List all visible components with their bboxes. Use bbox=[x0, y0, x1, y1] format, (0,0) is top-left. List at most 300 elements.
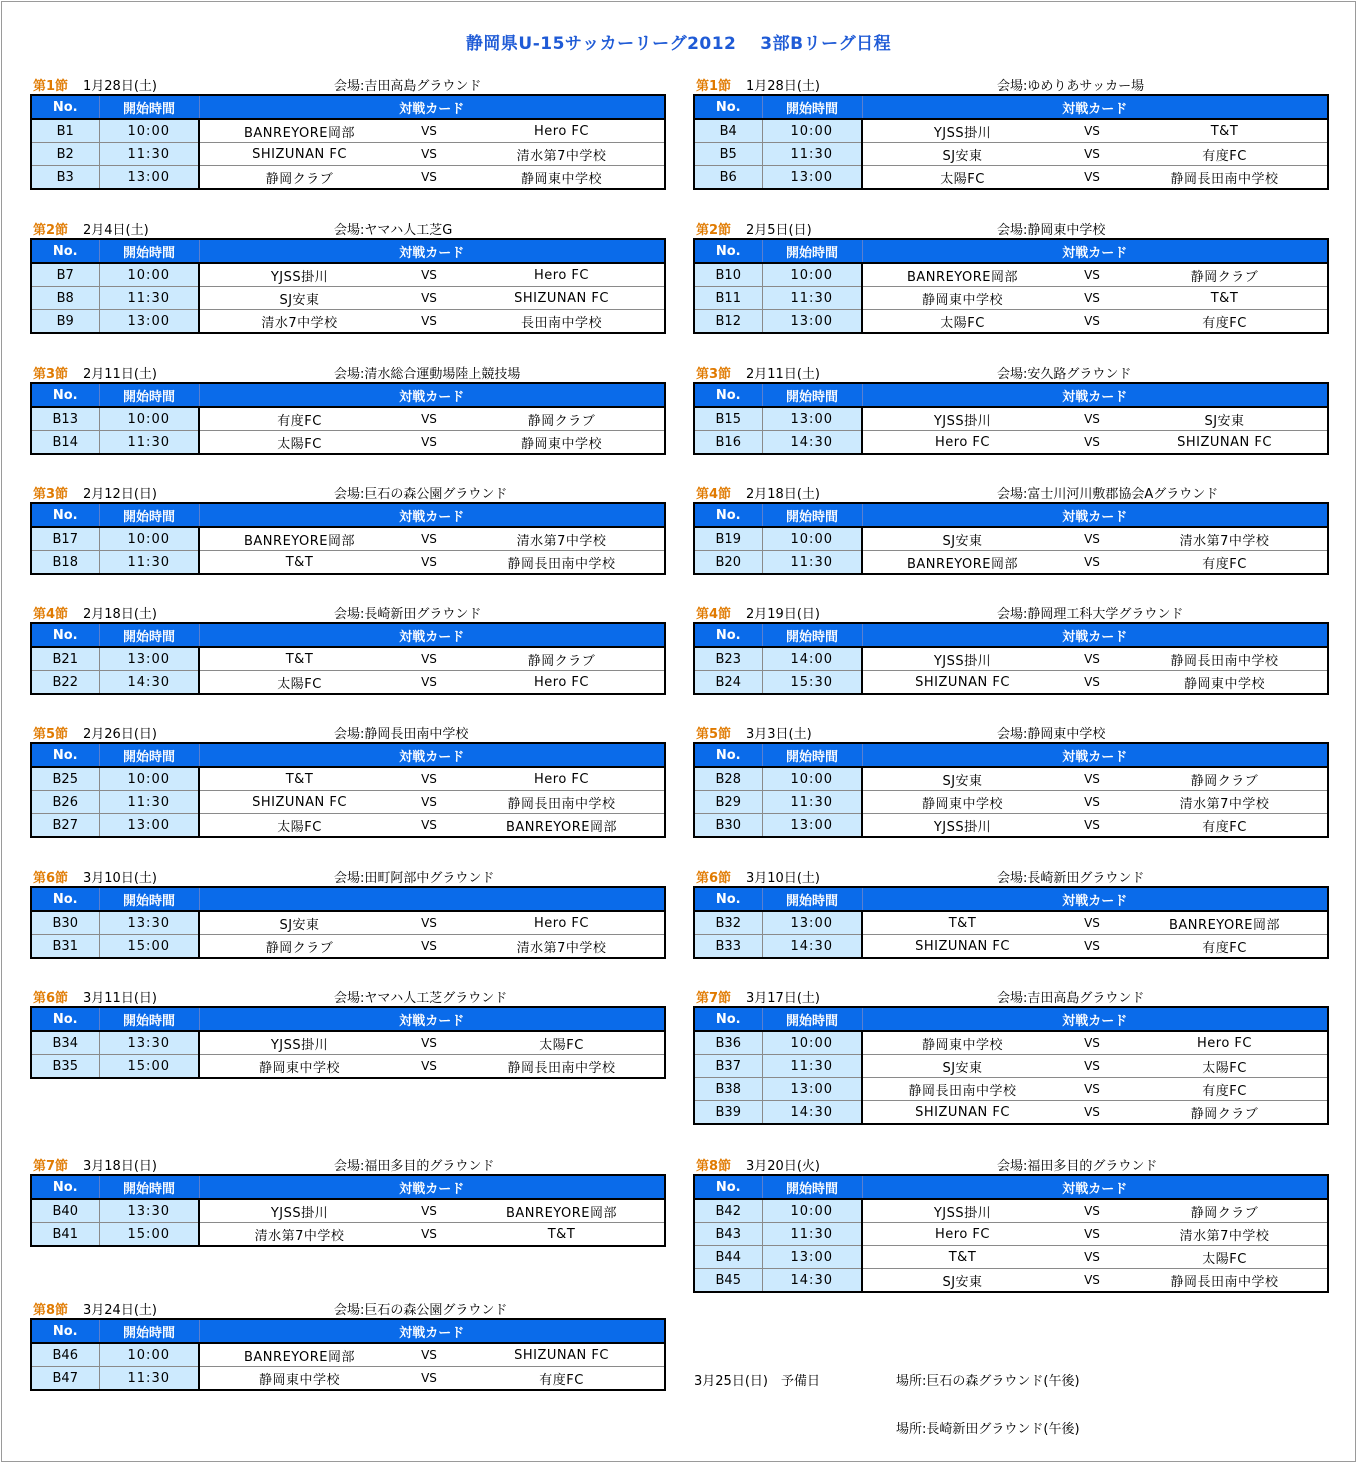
match-row bbox=[31, 287, 665, 310]
home-team: BANREYORE岡部 bbox=[907, 556, 1018, 572]
reserve-place-1: 場所:巨石の森グラウンド(午後) bbox=[896, 1374, 1080, 1389]
match-time: 13:00 bbox=[762, 1078, 862, 1101]
home-team: 静岡クラブ bbox=[265, 940, 334, 956]
venue-label: 会場:巨石の森公園グラウンド bbox=[334, 1303, 508, 1318]
match-time: 13:00 bbox=[762, 407, 862, 431]
round-header bbox=[30, 1298, 664, 1318]
home-team: YJSS掛川 bbox=[862, 407, 1062, 431]
match-time: 13:30 bbox=[99, 1199, 199, 1223]
table-header-row bbox=[694, 95, 1328, 119]
home-team: YJSS掛川 bbox=[862, 1199, 1062, 1223]
match-row bbox=[694, 791, 1328, 814]
table-header-row bbox=[31, 383, 665, 407]
away-team: 静岡クラブ bbox=[1122, 1199, 1328, 1223]
vs-label: VS bbox=[399, 287, 459, 310]
match-time: 10:00 bbox=[99, 263, 199, 287]
home-team: 太陽FC bbox=[277, 436, 322, 452]
round-header bbox=[30, 218, 664, 238]
match-row bbox=[694, 287, 1328, 310]
vs-label: VS bbox=[399, 1199, 459, 1223]
away-team: 静岡クラブ bbox=[1122, 767, 1328, 791]
header-no: No. bbox=[31, 503, 99, 527]
round-date: 3月10日(土) bbox=[83, 871, 157, 886]
venue-label: 会場:吉田高島グラウンド bbox=[997, 991, 1145, 1006]
vs-label: VS bbox=[421, 939, 437, 953]
match-table bbox=[30, 886, 666, 959]
away-team: 有度FC bbox=[1122, 1078, 1328, 1101]
header-no: No. bbox=[694, 383, 762, 407]
header-match-card: 対戦カード bbox=[862, 1175, 1328, 1199]
header-match-card: 対戦カード bbox=[862, 743, 1328, 767]
match-row bbox=[694, 1199, 1328, 1223]
match-table bbox=[693, 94, 1329, 190]
round-number: 第3節 bbox=[696, 367, 732, 382]
match-table bbox=[693, 1174, 1329, 1293]
match-time: 14:30 bbox=[762, 1269, 862, 1293]
away-team: 有度FC bbox=[1202, 556, 1247, 572]
header-match-card: 対戦カード bbox=[862, 95, 1328, 119]
match-no: B26 bbox=[31, 791, 99, 814]
match-table bbox=[693, 382, 1329, 455]
header-start-time: 開始時間 bbox=[99, 1319, 199, 1343]
match-table bbox=[30, 382, 666, 455]
match-time: 10:00 bbox=[762, 263, 862, 287]
match-time: 11:30 bbox=[762, 143, 862, 166]
table-header-row bbox=[694, 239, 1328, 263]
match-no: B37 bbox=[694, 1055, 762, 1078]
round-block bbox=[693, 74, 1327, 190]
away-team: Hero FC bbox=[534, 674, 589, 690]
match-no: B8 bbox=[31, 287, 99, 310]
home-team: 静岡クラブ bbox=[265, 171, 334, 187]
vs-label: VS bbox=[1084, 1273, 1100, 1287]
round-number: 第2節 bbox=[696, 223, 732, 238]
home-team: BANREYORE岡部 bbox=[862, 263, 1062, 287]
header-match-card: 対戦カード bbox=[862, 1007, 1328, 1031]
header-no: No. bbox=[31, 95, 99, 119]
header-start-time: 開始時間 bbox=[99, 1007, 199, 1031]
vs-label: VS bbox=[1062, 119, 1122, 143]
match-row bbox=[694, 935, 1328, 959]
home-team: SJ安東 bbox=[199, 287, 399, 310]
round-block bbox=[30, 1298, 664, 1391]
match-no: B42 bbox=[694, 1199, 762, 1223]
away-team: 静岡長田南中学校 bbox=[507, 556, 616, 572]
venue-label: 会場:静岡理工科大学グラウンド bbox=[997, 607, 1184, 622]
match-time: 14:30 bbox=[99, 671, 199, 695]
match-no: B23 bbox=[694, 647, 762, 671]
header-match-card bbox=[199, 887, 665, 911]
vs-label: VS bbox=[421, 1227, 437, 1241]
home-team: T&T bbox=[199, 767, 399, 791]
away-team: 太陽FC bbox=[459, 1031, 665, 1055]
match-no: B4 bbox=[694, 119, 762, 143]
table-header-row bbox=[694, 743, 1328, 767]
round-block bbox=[693, 362, 1327, 455]
match-table bbox=[30, 622, 666, 695]
away-team: Hero FC bbox=[459, 263, 665, 287]
round-header bbox=[693, 362, 1327, 382]
match-row bbox=[31, 911, 665, 935]
vs-label: VS bbox=[421, 314, 437, 328]
match-no: B29 bbox=[694, 791, 762, 814]
vs-label: VS bbox=[399, 911, 459, 935]
match-time: 11:30 bbox=[99, 551, 199, 575]
match-no: B7 bbox=[31, 263, 99, 287]
header-match-card: 対戦カード bbox=[199, 1007, 665, 1031]
round-block bbox=[693, 1154, 1327, 1293]
match-time: 13:30 bbox=[99, 1031, 199, 1055]
vs-label: VS bbox=[399, 1031, 459, 1055]
vs-label: VS bbox=[1062, 1223, 1122, 1246]
round-block bbox=[30, 602, 664, 695]
match-row bbox=[694, 911, 1328, 935]
match-no: B6 bbox=[694, 166, 762, 190]
page-title: 静岡県U-15サッカーリーグ2012 3部Bリーグ日程 bbox=[465, 34, 892, 54]
home-team: 静岡東中学校 bbox=[862, 791, 1062, 814]
table-header-row bbox=[31, 503, 665, 527]
vs-label: VS bbox=[1062, 1031, 1122, 1055]
match-no: B25 bbox=[31, 767, 99, 791]
home-team: SJ安東 bbox=[199, 911, 399, 935]
away-team: BANREYORE岡部 bbox=[459, 1199, 665, 1223]
match-time: 11:30 bbox=[762, 791, 862, 814]
away-team: 清水第7中学校 bbox=[459, 143, 665, 166]
match-table bbox=[30, 1006, 666, 1079]
match-row bbox=[694, 263, 1328, 287]
round-block bbox=[693, 482, 1327, 575]
round-number: 第5節 bbox=[696, 727, 732, 742]
away-team: 静岡長田南中学校 bbox=[1170, 1274, 1279, 1290]
table-header-row bbox=[694, 1175, 1328, 1199]
vs-label: VS bbox=[1062, 143, 1122, 166]
match-time: 13:00 bbox=[762, 310, 862, 334]
round-block bbox=[30, 362, 664, 455]
table-header-row bbox=[694, 623, 1328, 647]
match-time: 10:00 bbox=[762, 119, 862, 143]
header-start-time: 開始時間 bbox=[99, 503, 199, 527]
match-no: B16 bbox=[694, 431, 762, 455]
away-team: 有度FC bbox=[539, 1372, 584, 1388]
match-time: 10:00 bbox=[762, 767, 862, 791]
match-time: 13:00 bbox=[99, 814, 199, 838]
match-no: B3 bbox=[31, 166, 99, 190]
header-start-time: 開始時間 bbox=[762, 887, 862, 911]
vs-label: VS bbox=[1062, 527, 1122, 551]
match-no: B35 bbox=[31, 1055, 99, 1079]
match-table bbox=[693, 1006, 1329, 1125]
header-no: No. bbox=[694, 743, 762, 767]
match-no: B28 bbox=[694, 767, 762, 791]
vs-label: VS bbox=[399, 527, 459, 551]
home-team: 太陽FC bbox=[277, 676, 322, 692]
match-row bbox=[31, 767, 665, 791]
away-team: 静岡クラブ bbox=[1122, 263, 1328, 287]
match-row bbox=[31, 1031, 665, 1055]
match-row bbox=[31, 551, 665, 575]
home-team: Hero FC bbox=[862, 1223, 1062, 1246]
match-no: B27 bbox=[31, 814, 99, 838]
table-header-row bbox=[31, 1007, 665, 1031]
home-team: T&T bbox=[862, 1246, 1062, 1269]
away-team: 静岡クラブ bbox=[459, 647, 665, 671]
table-header-row bbox=[694, 1007, 1328, 1031]
match-row bbox=[31, 647, 665, 671]
match-row bbox=[694, 1101, 1328, 1125]
round-block bbox=[30, 1154, 664, 1247]
round-date: 2月4日(土) bbox=[83, 223, 149, 238]
match-row bbox=[31, 1055, 665, 1079]
home-team: SHIZUNAN FC bbox=[915, 938, 1010, 954]
match-no: B33 bbox=[694, 935, 762, 959]
match-no: B30 bbox=[694, 814, 762, 838]
header-start-time: 開始時間 bbox=[762, 239, 862, 263]
header-no: No. bbox=[31, 623, 99, 647]
vs-label: VS bbox=[1062, 407, 1122, 431]
round-header bbox=[693, 986, 1327, 1006]
match-time: 11:30 bbox=[99, 431, 199, 455]
header-start-time: 開始時間 bbox=[99, 239, 199, 263]
table-header-row bbox=[694, 383, 1328, 407]
match-time: 15:00 bbox=[99, 1055, 199, 1079]
match-row bbox=[694, 551, 1328, 575]
match-table bbox=[30, 742, 666, 838]
round-date: 1月28日(土) bbox=[746, 79, 820, 94]
venue-label: 会場:長崎新田グラウンド bbox=[997, 871, 1145, 886]
round-date: 2月26日(日) bbox=[83, 727, 157, 742]
round-block bbox=[30, 74, 664, 190]
header-start-time: 開始時間 bbox=[762, 95, 862, 119]
home-team: SHIZUNAN FC bbox=[199, 143, 399, 166]
match-no: B9 bbox=[31, 310, 99, 334]
round-date: 3月3日(土) bbox=[746, 727, 812, 742]
match-no: B22 bbox=[31, 671, 99, 695]
round-header bbox=[693, 602, 1327, 622]
header-no: No. bbox=[694, 1175, 762, 1199]
away-team: 静岡クラブ bbox=[459, 407, 665, 431]
match-row bbox=[694, 310, 1328, 334]
match-row bbox=[31, 791, 665, 814]
match-row bbox=[31, 935, 665, 959]
match-time: 13:30 bbox=[99, 911, 199, 935]
round-number: 第1節 bbox=[696, 79, 732, 94]
round-number: 第7節 bbox=[33, 1159, 69, 1174]
away-team: 有度FC bbox=[1122, 143, 1328, 166]
round-number: 第7節 bbox=[696, 991, 732, 1006]
venue-label: 会場:富士川河川敷郡協会Aグラウンド bbox=[997, 487, 1219, 502]
round-number: 第6節 bbox=[33, 871, 69, 886]
match-time: 15:00 bbox=[99, 1223, 199, 1247]
header-no: No. bbox=[31, 1175, 99, 1199]
match-time: 14:30 bbox=[762, 431, 862, 455]
header-match-card: 対戦カード bbox=[862, 887, 1328, 911]
round-date: 3月17日(土) bbox=[746, 991, 820, 1006]
round-date: 2月5日(日) bbox=[746, 223, 812, 238]
reserve-place-2: 場所:長崎新田グラウンド(午後) bbox=[896, 1422, 1080, 1437]
match-time: 11:30 bbox=[99, 1367, 199, 1391]
match-no: B21 bbox=[31, 647, 99, 671]
match-time: 11:30 bbox=[762, 1055, 862, 1078]
round-block bbox=[30, 482, 664, 575]
match-time: 13:00 bbox=[99, 647, 199, 671]
home-team: 太陽FC bbox=[940, 171, 985, 187]
match-time: 11:30 bbox=[99, 143, 199, 166]
vs-label: VS bbox=[1062, 1055, 1122, 1078]
match-time: 11:30 bbox=[99, 791, 199, 814]
home-team: T&T bbox=[199, 647, 399, 671]
table-header-row bbox=[31, 1319, 665, 1343]
venue-label: 会場:静岡東中学校 bbox=[997, 223, 1106, 238]
match-row bbox=[694, 671, 1328, 695]
match-no: B39 bbox=[694, 1101, 762, 1125]
match-table bbox=[30, 1318, 666, 1391]
home-team: YJSS掛川 bbox=[933, 819, 992, 835]
table-header-row bbox=[31, 887, 665, 911]
home-team: T&T bbox=[862, 911, 1062, 935]
round-block bbox=[30, 986, 664, 1079]
away-team: 静岡東中学校 bbox=[520, 436, 602, 452]
round-date: 3月24日(土) bbox=[83, 1303, 157, 1318]
away-team: 長田南中学校 bbox=[520, 315, 602, 331]
match-no: B45 bbox=[694, 1269, 762, 1293]
header-no: No. bbox=[31, 383, 99, 407]
away-team: SHIZUNAN FC bbox=[1177, 434, 1272, 450]
venue-label: 会場:吉田高島グラウンド bbox=[334, 79, 482, 94]
home-team: YJSS掛川 bbox=[199, 263, 399, 287]
vs-label: VS bbox=[1084, 1105, 1100, 1119]
round-header bbox=[693, 1154, 1327, 1174]
away-team: 静岡東中学校 bbox=[520, 171, 602, 187]
header-start-time: 開始時間 bbox=[99, 95, 199, 119]
round-block bbox=[30, 218, 664, 334]
vs-label: VS bbox=[421, 170, 437, 184]
vs-label: VS bbox=[421, 555, 437, 569]
header-start-time: 開始時間 bbox=[99, 383, 199, 407]
round-date: 2月19日(日) bbox=[746, 607, 820, 622]
round-header bbox=[693, 74, 1327, 94]
match-row bbox=[31, 1199, 665, 1223]
match-time: 11:30 bbox=[762, 551, 862, 575]
home-team: 静岡東中学校 bbox=[862, 287, 1062, 310]
table-header-row bbox=[694, 503, 1328, 527]
match-row bbox=[694, 407, 1328, 431]
match-table bbox=[693, 238, 1329, 334]
match-no: B38 bbox=[694, 1078, 762, 1101]
round-header bbox=[30, 722, 664, 742]
match-row bbox=[694, 1031, 1328, 1055]
vs-label: VS bbox=[399, 143, 459, 166]
match-no: B13 bbox=[31, 407, 99, 431]
match-table bbox=[693, 886, 1329, 959]
venue-label: 会場:ヤマハ人工芝グラウンド bbox=[334, 991, 508, 1006]
venue-label: 会場:福田多目的グラウンド bbox=[997, 1159, 1158, 1174]
home-team: BANREYORE岡部 bbox=[199, 527, 399, 551]
away-team: Hero FC bbox=[459, 911, 665, 935]
match-row bbox=[31, 119, 665, 143]
header-no: No. bbox=[694, 503, 762, 527]
home-team: Hero FC bbox=[935, 434, 990, 450]
away-team: 静岡長田南中学校 bbox=[1170, 171, 1279, 187]
round-header bbox=[693, 722, 1327, 742]
match-no: B40 bbox=[31, 1199, 99, 1223]
round-date: 3月20日(火) bbox=[746, 1159, 820, 1174]
match-row bbox=[694, 1223, 1328, 1246]
match-row bbox=[694, 1078, 1328, 1101]
vs-label: VS bbox=[1062, 1078, 1122, 1101]
vs-label: VS bbox=[399, 767, 459, 791]
match-no: B34 bbox=[31, 1031, 99, 1055]
match-table bbox=[693, 502, 1329, 575]
vs-label: VS bbox=[1062, 767, 1122, 791]
match-time: 13:00 bbox=[762, 166, 862, 190]
round-header bbox=[30, 74, 664, 94]
header-no: No. bbox=[694, 887, 762, 911]
away-team: SJ安東 bbox=[1122, 407, 1328, 431]
away-team: Hero FC bbox=[459, 119, 665, 143]
table-header-row bbox=[31, 95, 665, 119]
match-no: B32 bbox=[694, 911, 762, 935]
match-row bbox=[694, 119, 1328, 143]
round-header bbox=[30, 986, 664, 1006]
home-team: SJ安東 bbox=[862, 143, 1062, 166]
home-team: 静岡長田南中学校 bbox=[862, 1078, 1062, 1101]
away-team: 清水第7中学校 bbox=[1122, 791, 1328, 814]
header-no: No. bbox=[31, 887, 99, 911]
vs-label: VS bbox=[421, 1371, 437, 1385]
header-no: No. bbox=[694, 1007, 762, 1031]
match-table bbox=[30, 502, 666, 575]
round-block bbox=[693, 722, 1327, 838]
match-table bbox=[693, 742, 1329, 838]
match-no: B2 bbox=[31, 143, 99, 166]
match-time: 14:30 bbox=[762, 1101, 862, 1125]
match-table bbox=[30, 1174, 666, 1247]
round-date: 2月18日(土) bbox=[83, 607, 157, 622]
match-no: B36 bbox=[694, 1031, 762, 1055]
header-match-card: 対戦カード bbox=[199, 1319, 665, 1343]
match-row bbox=[694, 431, 1328, 455]
away-team: BANREYORE岡部 bbox=[1122, 911, 1328, 935]
home-team: YJSS掛川 bbox=[199, 1031, 399, 1055]
header-match-card: 対戦カード bbox=[862, 623, 1328, 647]
match-no: B19 bbox=[694, 527, 762, 551]
vs-label: VS bbox=[399, 1343, 459, 1367]
match-time: 13:00 bbox=[762, 1246, 862, 1269]
away-team: 静岡長田南中学校 bbox=[507, 1060, 616, 1076]
round-header bbox=[30, 482, 664, 502]
match-no: B41 bbox=[31, 1223, 99, 1247]
vs-label: VS bbox=[399, 407, 459, 431]
vs-label: VS bbox=[399, 263, 459, 287]
vs-label: VS bbox=[1062, 1246, 1122, 1269]
vs-label: VS bbox=[1062, 287, 1122, 310]
round-header bbox=[693, 866, 1327, 886]
away-team: 太陽FC bbox=[1122, 1055, 1328, 1078]
round-date: 2月12日(日) bbox=[83, 487, 157, 502]
home-team: 太陽FC bbox=[940, 315, 985, 331]
match-time: 10:00 bbox=[762, 1199, 862, 1223]
round-header bbox=[30, 1154, 664, 1174]
away-team: Hero FC bbox=[459, 767, 665, 791]
match-row bbox=[694, 647, 1328, 671]
match-row bbox=[31, 310, 665, 334]
venue-label: 会場:長崎新田グラウンド bbox=[334, 607, 482, 622]
home-team: SHIZUNAN FC bbox=[915, 1104, 1010, 1120]
vs-label: VS bbox=[421, 675, 437, 689]
match-row bbox=[694, 166, 1328, 190]
home-team: T&T bbox=[285, 554, 314, 570]
away-team: SHIZUNAN FC bbox=[459, 287, 665, 310]
